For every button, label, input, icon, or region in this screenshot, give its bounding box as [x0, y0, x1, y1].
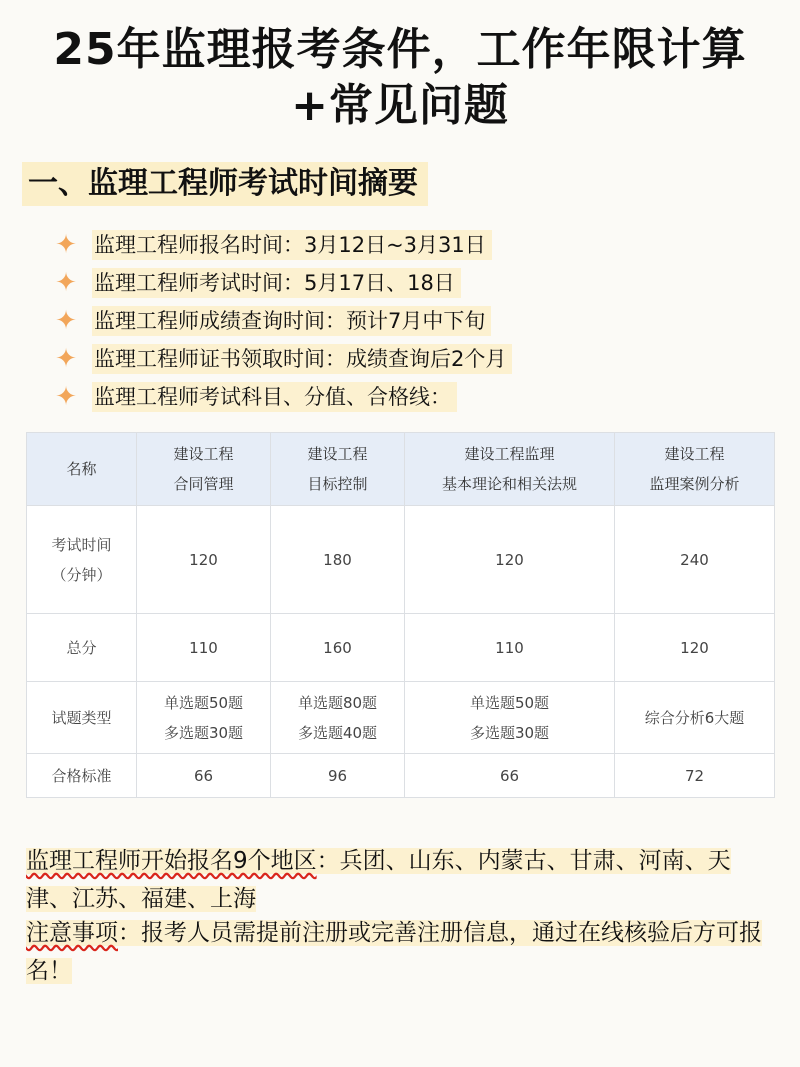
cell-line: 120 — [495, 550, 524, 569]
table-corner: 名称 — [27, 433, 137, 506]
regions-paragraph — [26, 842, 776, 918]
column-header-line: 建设工程 — [307, 445, 368, 463]
row-label-line: 合格标准 — [51, 766, 112, 785]
four-point-star-icon: ✦ — [55, 382, 77, 412]
table-cell — [615, 614, 775, 682]
section-heading: 一、监理工程师考试时间摘要 — [22, 162, 428, 206]
column-header-line: 监理案例分析 — [649, 475, 740, 493]
cell-line: 综合分析6大题 — [644, 708, 745, 727]
exam-table — [26, 432, 775, 798]
notice-paragraph — [26, 914, 776, 990]
four-point-star-icon: ✦ — [55, 268, 77, 298]
column-header-line: 建设工程 — [664, 445, 725, 463]
table-row — [27, 614, 775, 682]
cell-line: 96 — [327, 766, 348, 785]
table-cell — [271, 682, 405, 754]
four-point-star-icon: ✦ — [55, 230, 77, 260]
table-column-header — [271, 433, 405, 506]
table-cell — [615, 682, 775, 754]
cell-line: 多选题40题 — [297, 723, 378, 742]
cell-line: 66 — [499, 766, 520, 785]
row-label-line: 试题类型 — [51, 708, 112, 727]
bullet-item — [52, 340, 512, 378]
bullet-text: 监理工程师考试时间：5月17日、18日 — [92, 268, 461, 298]
table-cell — [615, 754, 775, 798]
table-cell — [271, 614, 405, 682]
table-cell — [137, 506, 271, 614]
title-line-1: 25年监理报考条件，工作年限计算 — [53, 24, 747, 75]
bullet-text: 监理工程师证书领取时间：成绩查询后2个月 — [92, 344, 512, 374]
bullet-item — [52, 378, 512, 416]
table-header-row — [27, 433, 775, 506]
column-header-line: 基本理论和相关法规 — [441, 475, 577, 493]
table-cell — [405, 614, 615, 682]
table-column-header — [405, 433, 615, 506]
table-cell — [137, 614, 271, 682]
cell-line: 110 — [189, 638, 218, 657]
cell-line: 单选题50题 — [469, 693, 550, 712]
table-cell — [137, 682, 271, 754]
table-row — [27, 506, 775, 614]
bullet-text: 监理工程师考试科目、分值、合格线： — [92, 382, 457, 412]
table-column-header — [615, 433, 775, 506]
cell-line: 单选题80题 — [297, 693, 378, 712]
bullet-item — [52, 302, 512, 340]
bullet-item — [52, 226, 512, 264]
table-row — [27, 682, 775, 754]
notice-label: 注意事项 — [26, 920, 118, 946]
column-header-line: 合同管理 — [173, 475, 234, 493]
row-label-line: 总分 — [66, 638, 97, 657]
notice-text: ：报考人员需提前注册或完善注册信息，通过在线核验后方可报名！ — [26, 920, 762, 984]
table-cell — [271, 506, 405, 614]
row-label — [27, 506, 137, 614]
row-label — [27, 614, 137, 682]
bullet-text: 监理工程师报名时间：3月12日~3月31日 — [92, 230, 492, 260]
cell-line: 多选题30题 — [163, 723, 244, 742]
table-column-header — [137, 433, 271, 506]
bullet-text: 监理工程师成绩查询时间：预计7月中下旬 — [92, 306, 491, 336]
cell-line: 120 — [680, 638, 709, 657]
table-cell — [405, 754, 615, 798]
cell-line: 160 — [323, 638, 352, 657]
table-cell — [271, 754, 405, 798]
column-header-line: 建设工程监理 — [464, 445, 555, 463]
table-row — [27, 754, 775, 798]
table-cell — [615, 506, 775, 614]
cell-line: 72 — [684, 766, 705, 785]
row-label-line: 考试时间 — [51, 535, 112, 554]
cell-line: 110 — [495, 638, 524, 657]
regions-label: 监理工程师开始报名9个地区 — [26, 848, 317, 874]
row-label — [27, 754, 137, 798]
bullet-list — [52, 226, 512, 416]
cell-line: 120 — [189, 550, 218, 569]
table-cell — [137, 754, 271, 798]
row-label-line: （分钟） — [51, 565, 112, 584]
cell-line: 240 — [680, 550, 709, 569]
cell-line: 180 — [323, 550, 352, 569]
table-cell — [405, 682, 615, 754]
column-header-line: 建设工程 — [173, 445, 234, 463]
cell-line: 多选题30题 — [469, 723, 550, 742]
cell-line: 66 — [193, 766, 214, 785]
row-label — [27, 682, 137, 754]
four-point-star-icon: ✦ — [55, 344, 77, 374]
regions-text: ：兵团、山东、内蒙古、甘肃、河南、天津、江苏、福建、上海 — [26, 848, 731, 912]
four-point-star-icon: ✦ — [55, 306, 77, 336]
column-header-line: 目标控制 — [307, 475, 368, 493]
cell-line: 单选题50题 — [163, 693, 244, 712]
table-cell — [405, 506, 615, 614]
bullet-item — [52, 264, 512, 302]
title-line-2: +常见问题 — [291, 80, 509, 131]
page-title — [0, 22, 800, 134]
